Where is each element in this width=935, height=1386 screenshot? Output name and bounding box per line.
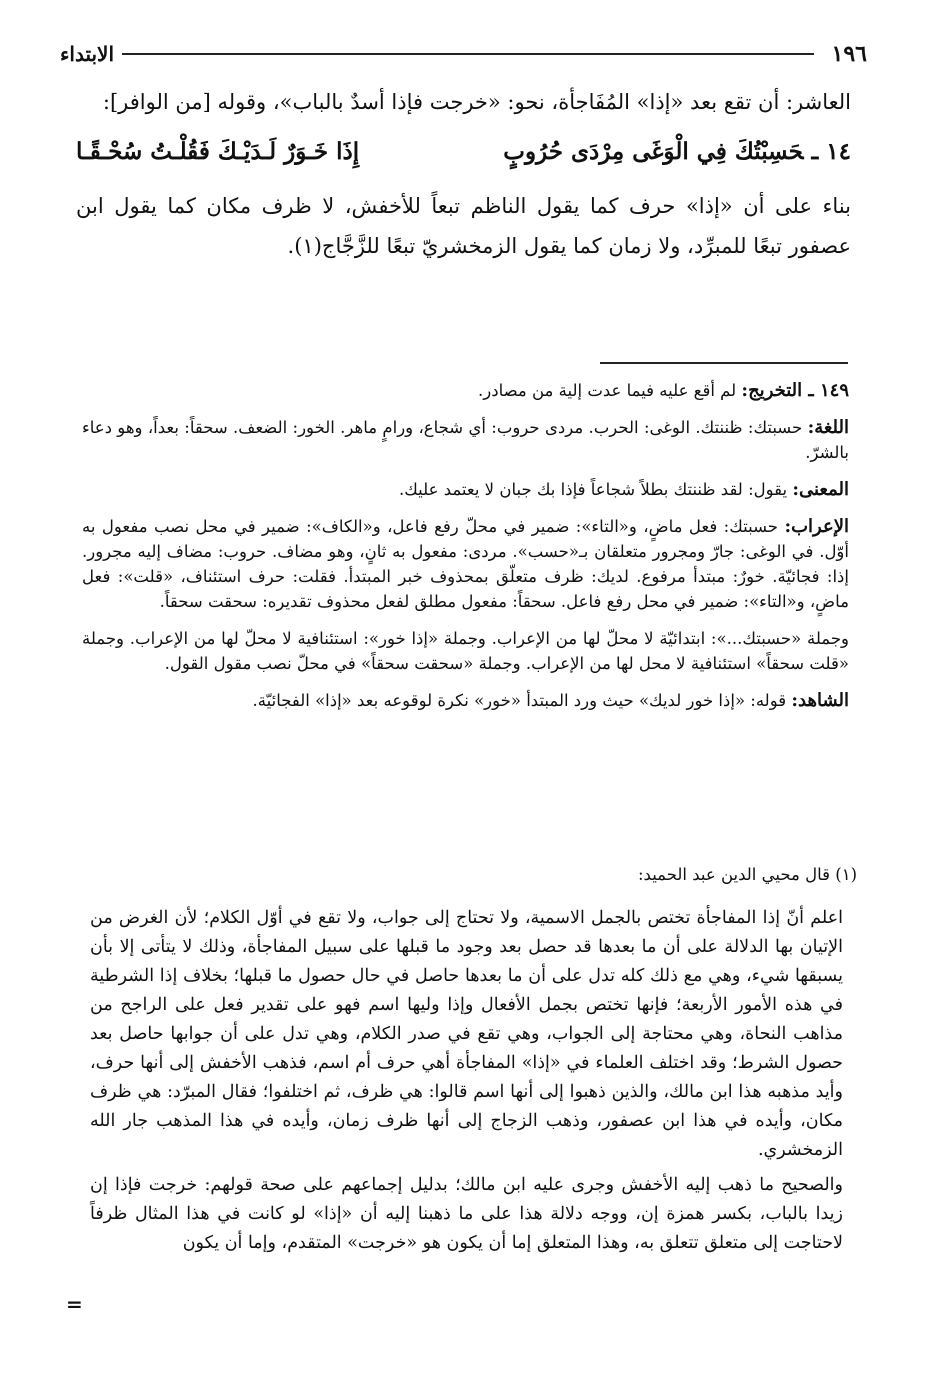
footnote-body (90, 904, 843, 1258)
page-header (60, 34, 867, 74)
note-text: حسبتك: ظننتك. الوغى: الحرب. مردى حروب: أي شجاع، ورامٍ ماهر. الخور: الضعف. سحقاً: بعداً، وهو دعاء بالشرّ. (82, 418, 849, 462)
note-label: المعنى: (792, 479, 849, 500)
note-jumal: وجملة «حسبتك...»: ابتدائيّة لا محلّ لها من الإعراب. وجملة «إذا خور»: استئنافية لا محلّ لها من الإعراب. وجملة «قلت سحقاً» استئنافية لا محل لها من الإعراب. وجملة «سحقت سحقاً» في محلّ نصب مقول القول. (82, 629, 849, 673)
footnote-paragraph-1: اعلم أنّ إذا المفاجأة تختص بالجمل الاسمية، ولا تحتاج إلى جواب، ولا تقع في أوّل الكلام؛ لأن الغرض من الإتيان بها الدلالة على أن ما بعدها قد حصل بعد وجود ما قبلها على سبيل المفاجأة، وذلك لا يتأتى إلا بأن يسبقها شيء، وهي مع ذلك كله تدل على أن ما بعدها حاصل في حال حصول ما قبلها؛ بخلاف إذا الشرطية في هذه الأمور الأربعة؛ فإنها تختص بجمل الأفعال وإذا وليها اسم فهو على تقدير فعل على الراجح من مذاهب النحاة، وهي محتاجة إلى الجواب، وهي تقع في صدر الكلام، وهي تدل على أن جوابها حاصل بعد حصول الشرط؛ وقد اختلف العلماء في «إذا» المفاجأة أهي حرف أم اسم، فذهب الأخفش إلى أنها حرف، وأيد مذهبه هذا ابن مالك، والذين ذهبوا إلى أنها اسم قالوا: هي ظرف، ثم اختلفوا؛ فقال المبرّد: هي ظرف مكان، وأيده في هذا ابن عصفور، وذهب الزجاج إلى أنها ظرف زمان، وأيده في هذا المذهب جار الله الزمخشري. (90, 908, 843, 1160)
footnote-reference: (١). (287, 234, 322, 258)
footnote-paragraph-2: والصحيح ما ذهب إليه الأخفش وجرى عليه ابن مالك؛ بدليل إجماعهم على صحة قولهم: خرجت فإذا إن زيدا بالباب، بكسر همزة إن، ووجه دلالة هذا على ما ذهبنا إليه أن «إذا» لو كانت في هذا المثال ظرفاً لاحتاجت إلى متعلق تتعلق به، وهذا المتعلق إما أن يكون هو «خرجت» المتقدم، وإما أن يكون (90, 1175, 843, 1253)
header-rule (122, 53, 814, 55)
main-paragraph-2-text: بناء على أن «إذا» حرف كما يقول الناظم تبعاً للأخفش، لا ظرف مكان كما يقول ابن عصفور تبعًا للمبرِّد، ولا زمان كما يقول الزمخشريّ تبعًا للزَّجَّاج (76, 194, 851, 258)
verse-first-text: حَسِبْتُكَ فِي الْوَغَى مِرْدَى حُرُوبٍ (503, 138, 804, 165)
note-label: اللغة: (807, 417, 849, 438)
note-label: الشاهد: (791, 690, 849, 711)
verse-number: ١٤ ـ (811, 138, 851, 165)
note-text: لم أقع عليه فيما عدت إلية من مصادر. (478, 381, 737, 400)
note-text: قوله: «إذا خور لديك» حيث ورد المبتدأ «خور» نكرة لوقوعه بعد «إذا» الفجائيّة. (252, 691, 787, 710)
note-lugha (82, 415, 849, 465)
verse-first-hemistich (503, 132, 851, 172)
note-label: ١٤٩ ـ التخريج: (741, 380, 849, 401)
note-label: الإعراب: (784, 516, 849, 537)
verse-second-hemistich: إِذَا خَـوَرٌ لَـدَيْـكَ فَقُلْـتُ سُحْـقًـا (76, 138, 360, 165)
footnote-separator (600, 362, 848, 364)
footnote-intro: (١) قال محيي الدين عبد الحميد: (637, 865, 857, 884)
main-paragraph-2 (76, 186, 851, 266)
verse-notes (82, 378, 849, 725)
note-takhrij (82, 378, 849, 403)
note-irab (82, 514, 849, 614)
main-text (76, 84, 851, 266)
note-mana (82, 477, 849, 502)
note-text: حسبتك: فعل ماضٍ، و«التاء»: ضمير في محلّ رفع فاعل، و«الكاف»: ضمير في محل نصب مفعول به أوّل. في الوغى: جارّ ومجرور متعلقان بـ«حسب». مردى: مفعول به ثانٍ، وهو مضاف. حروب: مضاف إليه مجرور. إذا: فجائيّة. خورٌ: مبتدأ مرفوع. لديك: ظرف متعلّق بمحذوف خبر المبتدأ. فقلت: حرف استئناف، «قلت»: فعل ماضٍ، و«التاء»: ضمير في محل رفع فاعل. سحقاً: مفعول مطلق لفعل محذوف تقديره: سحقت سحقاً. (82, 517, 849, 611)
note-shahid (82, 688, 849, 713)
note-text: يقول: لقد ظننتك بطلاً شجاعاً فإذا بك جبان لا يعتمد عليك. (399, 480, 788, 499)
main-paragraph-1: العاشر: أن تقع بعد «إذا» المُفَاجأة، نحو: «خرجت فإذا أسدٌ بالباب»، وقوله [من الوافر]: (102, 90, 851, 114)
continuation-mark: = (66, 1292, 83, 1316)
page-number: ١٩٦ (831, 41, 867, 67)
running-head: الابتداء (60, 42, 115, 66)
poetry-verse (76, 132, 851, 172)
